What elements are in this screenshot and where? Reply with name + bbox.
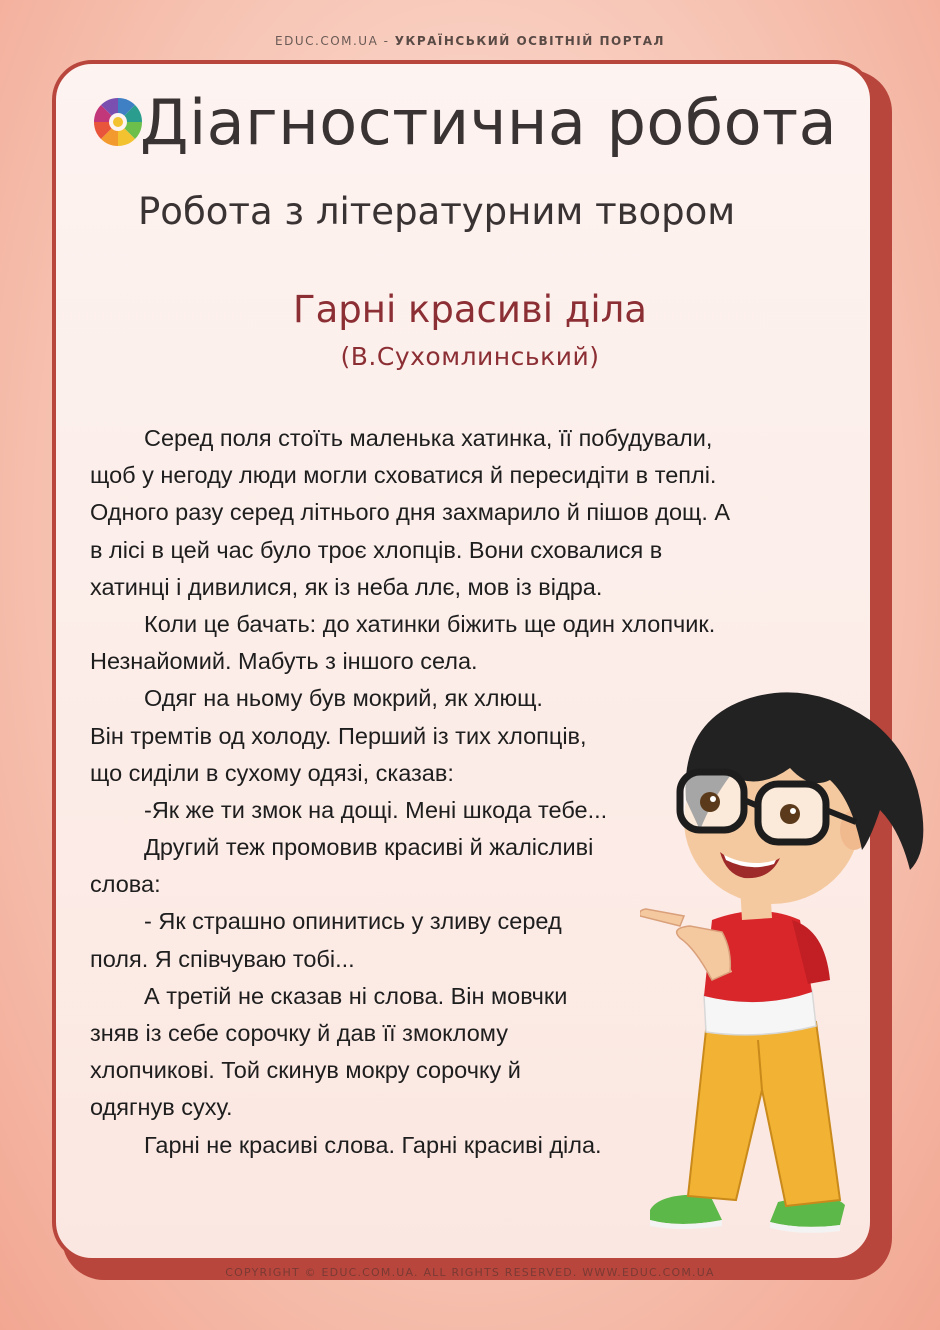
story-line: одягнув суху. — [90, 1094, 233, 1121]
page-subtitle: Робота з літературним твором — [138, 190, 736, 233]
boy-illustration — [640, 680, 930, 1240]
story-line: Серед поля стоїть маленька хатинка, її побудували, — [144, 425, 713, 451]
story-line: Він тремтів од холоду. Перший із тих хлопців, — [90, 722, 587, 749]
story-line: що сиділи в сухому одязі, сказав: — [90, 759, 454, 786]
story-line: слова: — [90, 871, 161, 898]
story-line: Незнайомий. Мабуть з іншого села. — [90, 648, 478, 675]
story-line: -Як же ти змок на дощі. Мені шкода тебе... — [144, 796, 608, 823]
story-author: (В.Сухомлинський) — [340, 342, 600, 371]
story-line: зняв із себе сорочку й дав її змоклому — [90, 1020, 508, 1046]
story-line: Одяг на ньому був мокрий, як хлющ. — [144, 685, 543, 712]
story-line: Коли це бачать: до хатинки біжить ще один хлопчик. — [144, 610, 716, 637]
story-line: Гарні не красиві слова. Гарні красиві діла. — [144, 1131, 602, 1158]
site-name: EDUC.COM.UA — [275, 34, 379, 48]
story-line: щоб у негоду люди могли сховатися й пересидіти в теплі. — [90, 462, 717, 489]
story-line: Другий теж промовив красиві й жалісливі — [144, 834, 594, 861]
story-line: в лісі в цей час було троє хлопців. Вони сховалися в — [90, 536, 663, 563]
story-line: хатинці і дивилися, як із неба ллє, мов із відра. — [90, 573, 603, 600]
portal-name: УКРАЇНСЬКИЙ ОСВІТНІЙ ПОРТАЛ — [394, 34, 665, 48]
story-line: хлопчикові. Той скинув мокру сорочку й — [90, 1057, 521, 1084]
page-title: Діагностична робота — [140, 86, 838, 159]
story-line: Одного разу серед літнього дня захмарило й пішов дощ. А — [90, 499, 731, 526]
header-separator: - — [378, 34, 395, 48]
story-line: А третій не сказав ні слова. Він мовчки — [144, 982, 568, 1009]
story-line: поля. Я співчуваю тобі... — [90, 945, 355, 972]
site-header — [0, 34, 940, 48]
story-title: Гарні красиві діла — [293, 288, 647, 331]
story-line: - Як страшно опинитись у зливу серед — [144, 908, 562, 935]
copyright-footer: COPYRIGHT © EDUC.COM.UA. ALL RIGHTS RESERVED. WWW.EDUC.COM.UA — [225, 1266, 715, 1279]
educ-logo-icon — [92, 96, 144, 148]
